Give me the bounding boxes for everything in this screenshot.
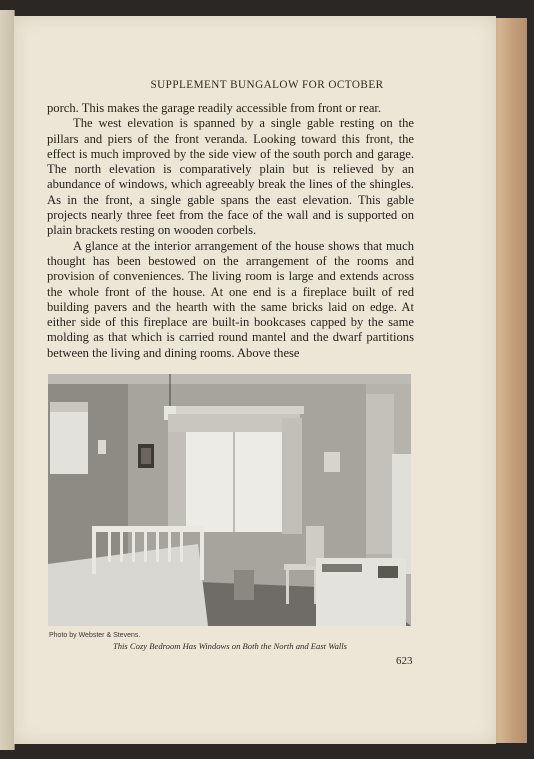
bedroom-photo xyxy=(48,374,411,626)
paragraph-elevations: The west elevation is spanned by a single gable resting on the pillars and piers of the front veranda. Looking toward this front, the effect is much improved by the side view of the south porch and garage. The north elevation is comparatively plain but is relieved by an abundance of windows, which agreeably break the lines of the shingles. As in the front, a single gable spans the east elevation. This gable projects nearly three feet from the face of the wall and is supported on plain brackets resting on wooden corbels. xyxy=(47,116,414,238)
page-number: 623 xyxy=(396,655,413,667)
paragraph-continuation: porch. This makes the garage readily accessible from front or rear. xyxy=(47,101,382,115)
paragraph-interior: A glance at the interior arrangement of the house shows that much thought has been bestowed on the arrangement of the rooms and provision of conveniences. The living room is large and extends across the whole front of the house. At one end is a fireplace built of red building pavers and the hearth with the same bricks laid on edge. At either side of this fireplace are built-in bookcases capped by the same molding as that which is carried round mantel and the dwarf partitions between the living and dining rooms. Above these xyxy=(47,238,414,360)
body-text xyxy=(47,101,414,361)
running-head: SUPPLEMENT BUNGALOW FOR OCTOBER xyxy=(150,79,384,91)
figure-caption: This Cozy Bedroom Has Windows on Both the North and East Walls xyxy=(112,641,348,651)
photo-credit: Photo by Webster & Stevens. xyxy=(49,632,141,639)
previous-page-edge xyxy=(0,10,15,750)
